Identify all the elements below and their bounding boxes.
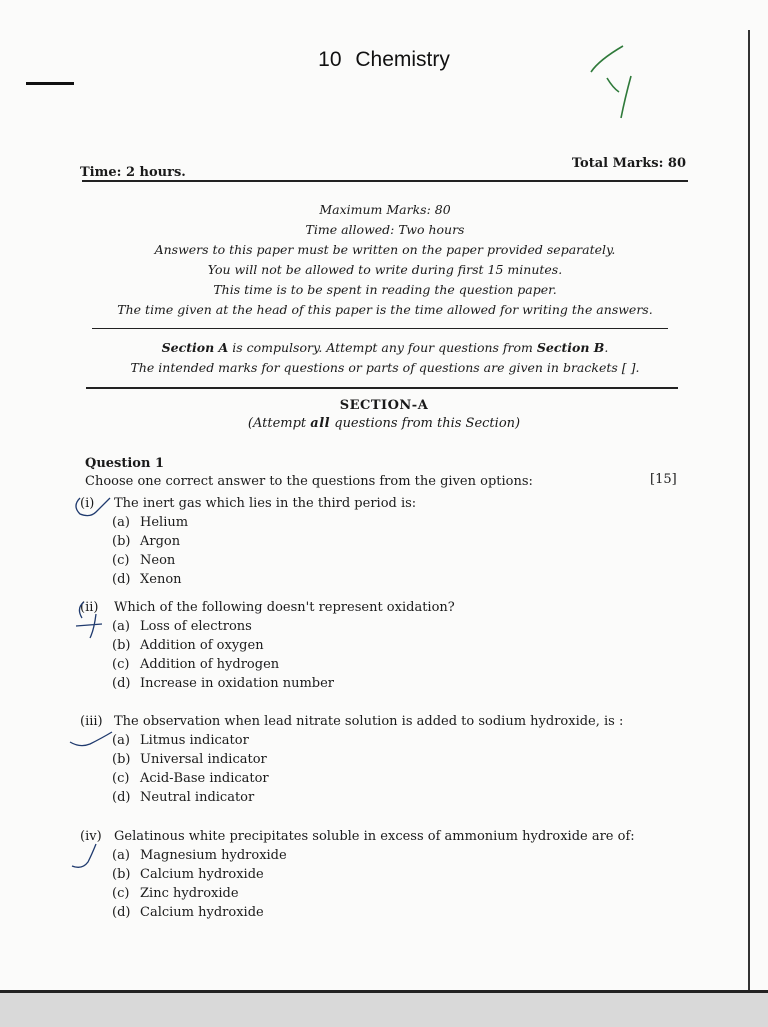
question-stem: (ii) Which of the following doesn't represent oxidation? (80, 600, 455, 615)
answer-option: (d) Increase in oxidation number (112, 676, 335, 691)
scan-bottom-edge (0, 990, 768, 1027)
answer-option: (c) Addition of hydrogen (112, 657, 280, 672)
answer-option: (a) Helium (112, 515, 189, 530)
subject-name: Chemistry (355, 48, 450, 71)
answer-option: (c) Zinc hydroxide (112, 886, 239, 901)
instruction-line: The time given at the head of this paper is the time allowed for writing the answers. (117, 302, 653, 317)
question-part (80, 598, 455, 693)
question-stem: (iii) The observation when lead nitrate solution is added to sodium hydroxide, is : (80, 714, 624, 729)
answer-option: (c) Acid-Base indicator (112, 771, 269, 786)
instructions-rule (92, 328, 668, 329)
total-marks-label: Total Marks: 80 (571, 156, 686, 171)
pen-tick-mark-icon (66, 730, 116, 750)
pen-tick-mark-icon (74, 600, 108, 640)
answer-option: (b) Addition of oxygen (112, 638, 264, 653)
part-number: (iii) (80, 714, 103, 729)
time-label: Time: 2 hours. (80, 165, 186, 180)
question-title: Question 1 (85, 456, 165, 471)
answer-option: (b) Calcium hydroxide (112, 867, 264, 882)
pen-tick-mark-icon (70, 842, 100, 872)
question-part (80, 712, 623, 807)
question-stem: (iv) Gelatinous white precipitates soluble in excess of ammonium hydroxide are of: (80, 829, 635, 844)
answer-option: (a) Magnesium hydroxide (112, 848, 287, 863)
instruction-line: Maximum Marks: 80 (319, 202, 451, 217)
answer-option: (b) Argon (112, 534, 181, 549)
answer-option: (d) Xenon (112, 572, 182, 587)
margin-dash (26, 82, 74, 85)
answer-option: (d) Neutral indicator (112, 790, 255, 805)
class-number: 10 (318, 48, 342, 71)
question-stem: (i) The inert gas which lies in the third period is: (80, 496, 417, 511)
question-part (80, 494, 416, 589)
question-part (80, 827, 635, 922)
page-edge (748, 30, 750, 990)
instructions-block (80, 200, 690, 320)
paper-title (0, 48, 768, 72)
pen-circle-mark-icon (70, 494, 120, 518)
part-number: (iv) (80, 829, 102, 844)
pen-check-mark-icon (585, 42, 645, 122)
answer-option: (a) Loss of electrons (112, 619, 252, 634)
header-rule (82, 180, 688, 182)
answer-option: (a) Litmus indicator (112, 733, 249, 748)
part-number: (ii) (80, 600, 99, 615)
note-line-1: Section A is compulsory. Attempt any four questions from Section B. (161, 340, 609, 355)
question-marks: [15] (650, 472, 677, 487)
instruction-line: Answers to this paper must be written on the paper provided separately. (154, 242, 616, 257)
question-instruction: Choose one correct answer to the questions from the given options: (85, 474, 533, 489)
notes-block (80, 338, 690, 378)
part-number: (i) (80, 496, 95, 511)
instruction-line: Time allowed: Two hours (305, 222, 465, 237)
note-line-2: The intended marks for questions or parts of questions are given in brackets [ ]. (130, 360, 640, 375)
answer-option: (c) Neon (112, 553, 176, 568)
section-subtitle: (Attempt all questions from this Section) (247, 416, 521, 431)
notes-rule (86, 387, 678, 389)
instruction-line: This time is to be spent in reading the question paper. (213, 282, 557, 297)
answer-option: (b) Universal indicator (112, 752, 267, 767)
answer-option: (d) Calcium hydroxide (112, 905, 264, 920)
instruction-line: You will not be allowed to write during first 15 minutes. (207, 262, 563, 277)
section-title: SECTION-A (339, 398, 429, 413)
